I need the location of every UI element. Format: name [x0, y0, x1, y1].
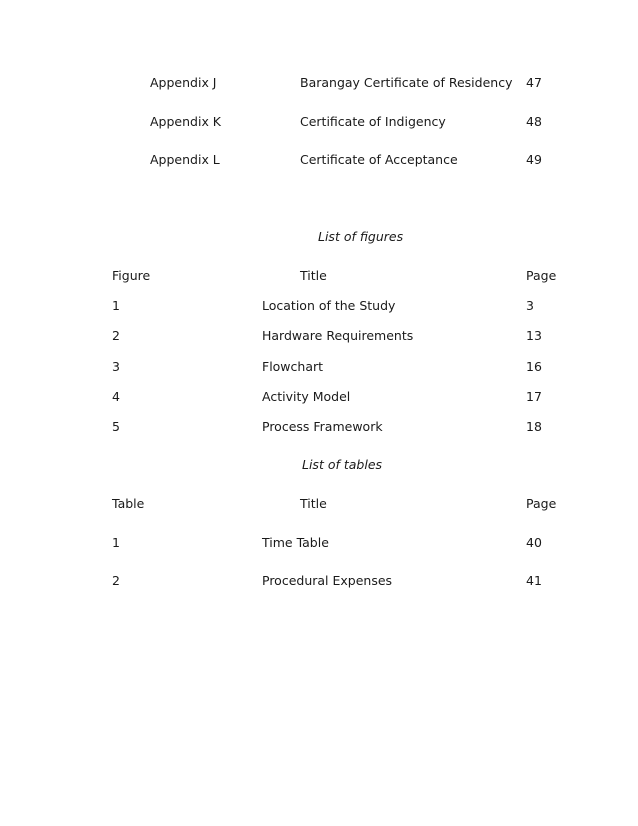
figure-title: Process Framework: [262, 419, 383, 434]
figure-title: Location of the Study: [262, 298, 396, 313]
appendix-page: 49: [526, 152, 542, 167]
table-title: Time Table: [262, 535, 329, 550]
title-column-header: Title: [300, 496, 327, 511]
figure-number: 5: [112, 419, 120, 434]
figure-page: 13: [526, 328, 542, 343]
appendix-label: Appendix J: [150, 75, 217, 90]
page-column-header: Page: [526, 268, 557, 283]
list-of-tables-heading: List of tables: [302, 457, 383, 472]
figure-page: 17: [526, 389, 542, 404]
appendix-title: Certificate of Indigency: [300, 114, 446, 129]
table-column-header: Table: [112, 496, 145, 511]
figure-number: 3: [112, 359, 120, 374]
table-number: 1: [112, 535, 120, 550]
appendix-title: Certificate of Acceptance: [300, 152, 458, 167]
figure-title: Hardware Requirements: [262, 328, 414, 343]
figure-number: 2: [112, 328, 120, 343]
title-column-header: Title: [300, 268, 327, 283]
table-page: 41: [526, 573, 542, 588]
table-title: Procedural Expenses: [262, 573, 393, 588]
list-of-figures-heading: List of figures: [318, 229, 404, 244]
figure-column-header: Figure: [112, 268, 151, 283]
table-page: 40: [526, 535, 542, 550]
appendix-label: Appendix K: [150, 114, 222, 129]
appendix-page: 48: [526, 114, 542, 129]
figure-page: 16: [526, 359, 542, 374]
page-column-header: Page: [526, 496, 557, 511]
appendix-title: Barangay Certificate of Residency: [300, 75, 513, 90]
appendix-label: Appendix L: [150, 152, 220, 167]
figure-page: 18: [526, 419, 542, 434]
figure-title: Activity Model: [262, 389, 351, 404]
appendix-page: 47: [526, 75, 542, 90]
table-number: 2: [112, 573, 120, 588]
figure-number: 1: [112, 298, 120, 313]
figure-number: 4: [112, 389, 120, 404]
figure-title: Flowchart: [262, 359, 324, 374]
figure-page: 3: [526, 298, 534, 313]
